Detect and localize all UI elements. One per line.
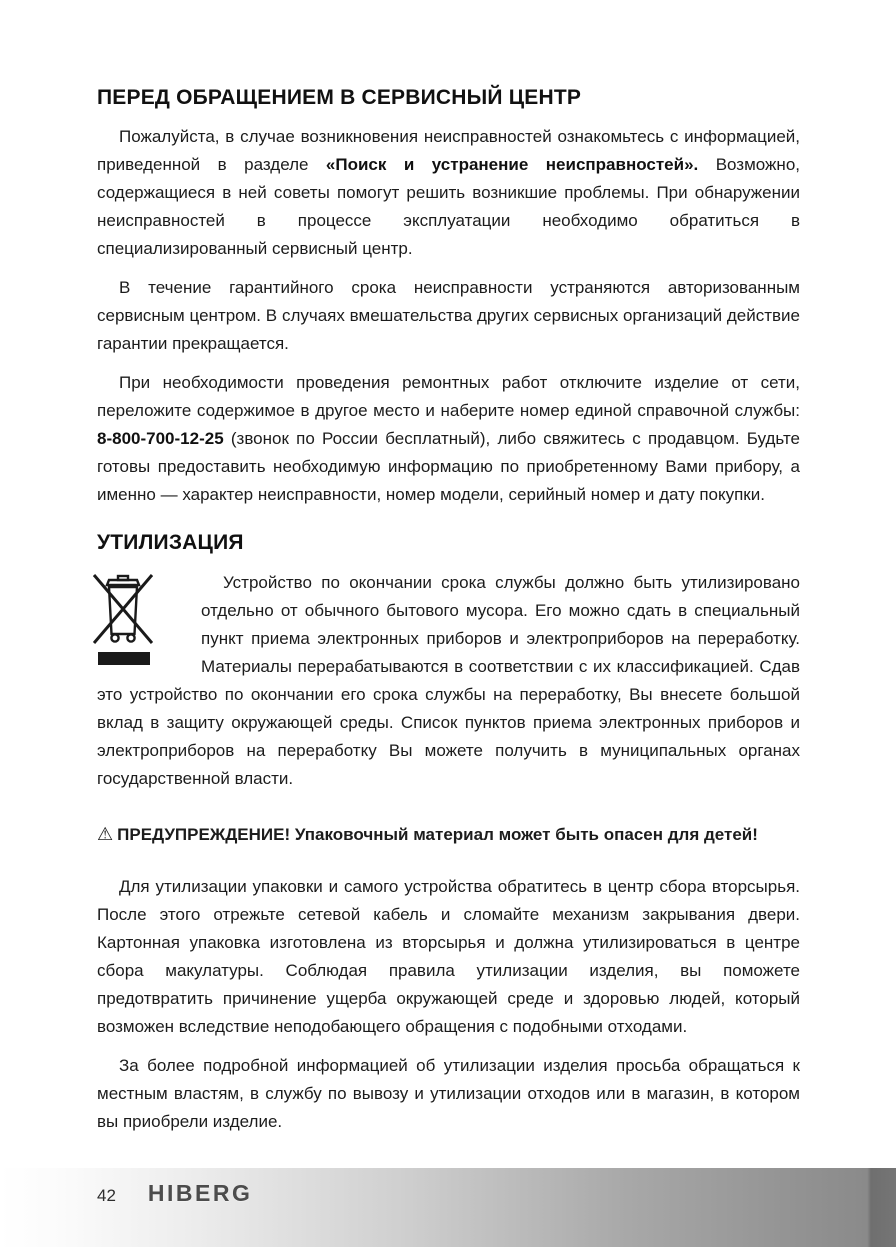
brand-logo: HIBERG — [147, 1180, 253, 1206]
paragraph-disposal: Устройство по окончании срока службы должно быть утилизировано отдельно от обычного бытового мусора. Его можно сдать в специальный пункт приема электронных приборов и электроприборов на переработку. Материалы перерабатываются в соответствии с их классификацией. Сдав это устройство по окончании его срока службы на переработку, Вы внесете большой вклад в защиту окружающей среды. Список пунктов приема электронных приборов и электроприборов на переработку Вы можете получить в муниципальных органах государственной власти. — [97, 573, 800, 788]
page-number: 42 — [97, 1186, 116, 1205]
paragraph-warranty: В течение гарантийного срока неисправности устраняются авторизованным сервисным центром. В случаях вмешательства других сервисных организаций действие гарантии прекращается. — [97, 278, 800, 353]
phone-number: 8-800-700-12-25 — [97, 429, 224, 448]
section-heading-utilization: УТИЛИЗАЦИЯ — [97, 531, 244, 554]
paragraph-repair-phone — [97, 369, 800, 509]
warning-text: ПРЕДУПРЕЖДЕНИЕ! Упаковочный материал может быть опасен для детей! — [117, 825, 758, 844]
text-run: При необходимости проведения ремонтных работ отключите изделие от сети, переложите содержимое в другое место и наберите номер единой справочной службы: — [97, 373, 800, 420]
paragraph-service-intro — [97, 123, 800, 263]
paragraph-warning — [97, 820, 800, 849]
text-run-bold: «Поиск и устранение неисправностей». — [325, 155, 699, 174]
page-footer — [0, 1168, 896, 1247]
section-heading-service: ПЕРЕД ОБРАЩЕНИЕМ В СЕРВИСНЫЙ ЦЕНТР — [97, 86, 582, 109]
paragraph-more-info: За более подробной информацией об утилизации изделия просьба обращаться к местным властям, в службу по вывозу и утилизации отходов или в магазин, в котором вы приобрели изделие. — [97, 1056, 800, 1131]
paragraph-disposal-block — [97, 569, 800, 804]
text-run: Пожалуйста, в случае возникновения неисправностей ознакомьтесь с информацией, приведенной в разделе — [97, 127, 800, 174]
text-run: (звонок по России бесплатный), либо свяжитесь с продавцом. Будьте готовы предоставить необходимую информацию по приобретенному Вами прибору, а именно — характер неисправности, номер модели, серийный номер и дату покупки. — [97, 429, 800, 504]
weee-bar — [98, 652, 150, 665]
paragraph-packaging: Для утилизации упаковки и самого устройства обратитесь в центр сбора вторсырья. После этого отрежьте сетевой кабель и сломайте механизм закрывания двери. Картонная упаковка изготовлена из вторсырья и должна утилизироваться в центре сбора макулатуры. Соблюдая правила утилизации изделия, вы поможете предотвратить причинение ущерба окружающей среде и здоровью людей, который возможен вследствие неподобающего обращения с подобными отходами. — [97, 877, 800, 1036]
warning-triangle-icon: ⚠ — [97, 824, 114, 844]
weee-crossed-out-bin-icon — [93, 572, 153, 672]
text-run: Возможно, содержащиеся в ней советы помогут решить возникшие проблемы. При обнаружении неисправностей в процессе эксплуатации необходимо обратиться в специализированный сервисный центр. — [97, 155, 800, 258]
